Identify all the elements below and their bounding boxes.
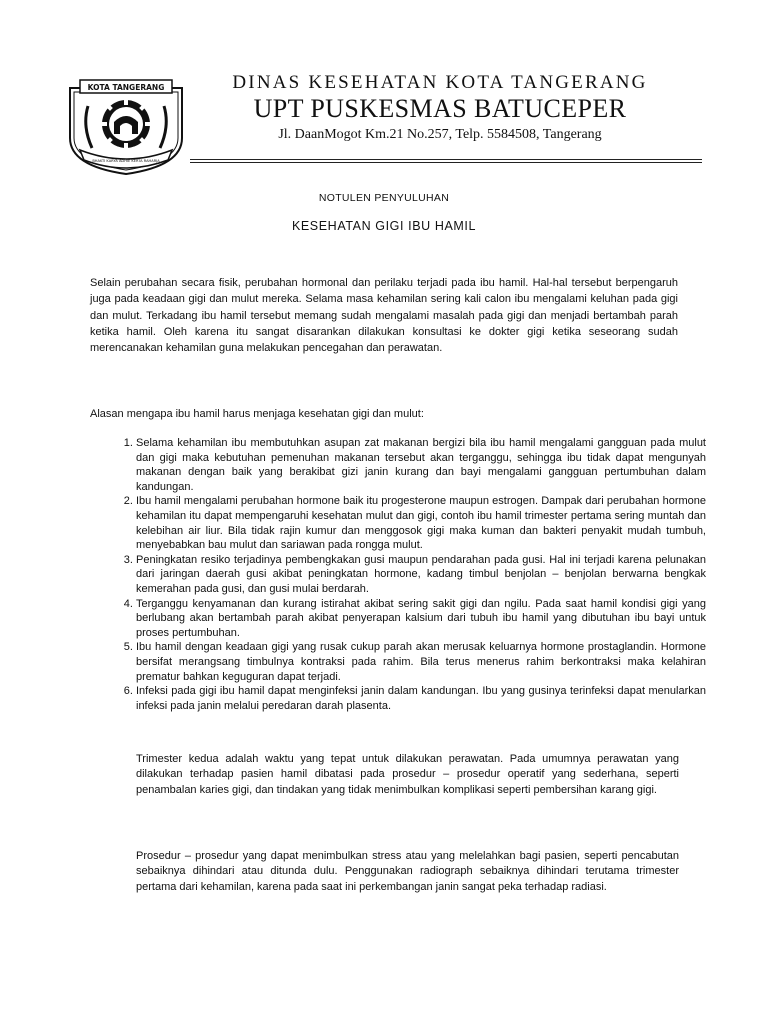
letterhead [0,0,768,170]
letterhead-divider [190,159,702,160]
logo-top-text: KOTA TANGERANG [87,83,165,92]
procedure-paragraph: Prosedur – prosedur yang dapat menimbulkan stress atau yang melelahkan bagi pasien, seperti pencabutan sebaiknya dihindari atau ditunda dulu. Penggunakan radiograph sebaiknya dihindari terutama trimester pertama dari kehamilan, karena pada saat ini perkembangan janin sangat peka terhadap radiasi. [136,850,679,893]
intro-paragraph: Selain perubahan secara fisik, perubahan hormonal dan perilaku terjadi pada ibu hamil. Hal-hal tersebut berpengaruh juga pada keadaan gigi dan mulut mereka. Selama masa kehamilan sering kali calon ibu mengalami keluhan pada gigi dan mulut. Terkadang ibu hamil tersebut memang sudah mengalami masalah pada gigi dan menjadi bertambah parah ketika hamil. Oleh karena itu sangat disarankan dilakukan konsultasi ke dokter gigi ketika seseorang sudah merencanakan kehamilan guna melakukan pencegahan dan perawatan. [90,277,678,355]
document-title: KESEHATAN GIGI IBU HAMIL [291,219,477,233]
letterhead-text-block [190,70,690,144]
office-name: UPT PUSKESMAS BATUCEPER [253,94,627,123]
list-item: 1. Selama kehamilan ibu membutuhkan asupan zat makanan bergizi bila ibu hamil mengalami gangguan pada mulut dan gigi maka kebutuhan pemenuhan makanan tersebut akan terganggu, sehingga ibu tidak dapat mengunyah makanan dengan baik yang berakibat gizi janin kurang dan bayi mengalami gangguan pertumbuhan dalam kandungan. [136,436,706,494]
letterhead-divider-thin [190,162,702,163]
logo-motto-text: BHAKTI KARYA ADHIE KERTA RAHARJA [92,159,160,163]
list-item: 2. Ibu hamil mengalami perubahan hormone baik itu progesterone maupun estrogen. Dampak dari perubahan hormone kehamilan itu dapat mempengaruhi kesehatan mulut dan gigi, contoh ibu hamil trimester pertama sering muntah dan kelebihan air liur. Bila tidak rajin kumur dan menggosok gigi maka kuman dan bakteri penyakit mudah tumbuh, menyebabkan bau mulut dan sariawan pada rongga mulut. [136,494,706,552]
office-address: Jl. DaanMogot Km.21 No.257, Telp. 5584508, Tangerang [278,127,602,142]
list-item: 5. Ibu hamil dengan keadaan gigi yang rusak cukup parah akan merusak keluarnya hormone prostaglandin. Hormone bersifat merangsang timbulnya kontraksi pada rahim. Bila terus menerus rahim berkontraksi maka kelahiran prematur bahkan keguguran dapat terjadi. [136,640,706,684]
trimester-paragraph: Trimester kedua adalah waktu yang tepat untuk dilakukan perawatan. Pada umumnya perawatan yang dilakukan terhadap pasien hamil dibatasi pada prosedur – prosedur operatif yang sederhana, seperti penambalan karies gigi, dan tindakan yang tidak menimbulkan komplikasi seperti pembersihan karang gigi. [136,753,679,796]
reasons-list [111,436,706,713]
list-item: 4. Terganggu kenyamanan dan kurang istirahat akibat sering sakit gigi dan ngilu. Pada saat hamil kondisi gigi yang berlubang akan bertambah parah akibat penyerapan kalsium dari tubuh ibu hamil yang dibutuhan ibu bayi untuk proses pertumbuhan. [136,597,706,641]
kota-tangerang-logo [64,76,188,176]
list-item: 3. Peningkatan resiko terjadinya pembengkakan gusi maupun pendarahan pada gusi. Hal ini terjadi karena pelunakan dari jaringan daerah gusi akibat peningkatan hormone, kadang timbul benjolan – benjolan berwarna bengkak kemerahan pada gusi, dan gusi mulai berdarah. [136,553,706,597]
reasons-heading: Alasan mengapa ibu hamil harus menjaga kesehatan gigi dan mulut: [90,408,424,420]
agency-name: DINAS KESEHATAN KOTA TANGERANG [232,72,648,93]
document-label: NOTULEN PENYULUHAN [318,192,450,204]
list-item: 6. Infeksi pada gigi ibu hamil dapat menginfeksi janin dalam kandungan. Ibu yang gusinya terinfeksi dapat menularkan infeksi pada janin melalui peredaran darah plasenta. [136,684,706,713]
